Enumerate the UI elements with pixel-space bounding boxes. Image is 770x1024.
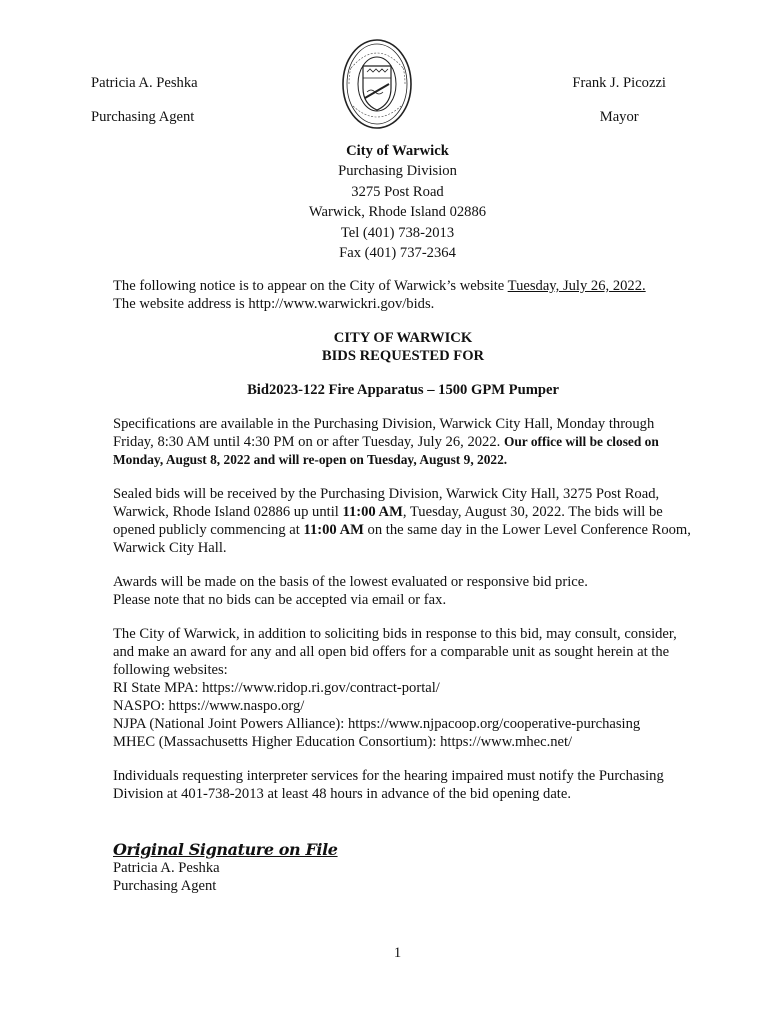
deadline-time: 11:00 AM <box>342 504 403 520</box>
signature-block <box>113 841 693 895</box>
website-line: The website address is http://www.warwickri.gov/bids. <box>113 296 435 312</box>
signer-title: Purchasing Agent <box>113 878 217 894</box>
address-block <box>0 141 770 263</box>
signature-line: Original Signature on File <box>113 840 338 859</box>
consult-paragraph <box>113 625 693 751</box>
telephone: Tel (401) 738-2013 <box>340 224 455 241</box>
publish-date: Tuesday, July 26, 2022. <box>507 278 646 294</box>
intro-text: The following notice is to appear on the City of Warwick’s website <box>113 278 508 294</box>
purchasing-agent-name: Patricia A. Peshka <box>91 75 198 91</box>
notice-body <box>113 277 693 895</box>
division-name: Purchasing Division <box>338 163 457 180</box>
site-item: NJPA (National Joint Powers Alliance): https://www.njpacoop.org/cooperative-purchasing <box>113 716 641 732</box>
city-seal-logo <box>341 38 413 130</box>
heading-bids: BIDS REQUESTED FOR <box>321 348 485 364</box>
header-right <box>572 74 666 142</box>
awards-paragraph <box>113 573 693 609</box>
spec-text: Specifications are available in the Purchasing Division, Warwick City Hall, Monday through Friday, 8:30 AM until 4:30 PM on or after Tuesday, July 26, 2022. <box>113 416 655 450</box>
org-name: City of Warwick <box>346 143 449 159</box>
mayor-title: Mayor <box>599 109 639 125</box>
consult-text: The City of Warwick, in addition to soliciting bids in response to this bid, may consult, consider, and make an award for any and all open bid offers for a comparable unit as sought herein at the following websites: <box>113 626 677 678</box>
bid-title: Bid2023-122 Fire Apparatus – 1500 GPM Pumper <box>247 382 559 398</box>
heading-city: CITY OF WARWICK <box>333 330 473 346</box>
fax: Fax (401) 737-2364 <box>339 245 456 262</box>
specifications-paragraph <box>113 415 693 469</box>
opening-time: 11:00 AM <box>303 522 364 538</box>
site-item: MHEC (Massachusetts Higher Education Consortium): https://www.mhec.net/ <box>113 734 573 750</box>
intro-paragraph <box>113 277 693 313</box>
page-number: 1 <box>393 945 402 961</box>
sealed-bids-paragraph <box>113 485 693 557</box>
sealed-text-3: on the same day in the Lower Level Conference Room, Warwick City Hall. <box>113 522 691 556</box>
awards-line-2: Please note that no bids can be accepted via email or fax. <box>113 592 447 608</box>
purchasing-agent-title: Purchasing Agent <box>91 109 195 125</box>
interpreter-paragraph: Individuals requesting interpreter services for the hearing impaired must notify the Purchasing Division at 401-738-2013 at least 48 hours in advance of the bid opening date. <box>113 768 664 802</box>
mayor-name: Frank J. Picozzi <box>572 75 666 91</box>
awards-line-1: Awards will be made on the basis of the lowest evaluated or responsive bid price. <box>113 574 588 590</box>
street-address: 3275 Post Road <box>351 183 444 200</box>
city-state-zip: Warwick, Rhode Island 02886 <box>308 204 487 221</box>
header-left <box>91 74 198 142</box>
site-item: RI State MPA: https://www.ridop.ri.gov/contract-portal/ <box>113 680 440 696</box>
sealed-text-2: , Tuesday, August 30, 2022. The bids will be opened publicly commencing at <box>113 504 663 538</box>
sealed-text-1: Sealed bids will be received by the Purchasing Division, Warwick City Hall, 3275 Post Road, Warwick, Rhode Island 02886 up until <box>113 486 660 520</box>
office-closure-note: Our office will be closed on Monday, August 8, 2022 and will re-open on Tuesday, August 9, 2022. <box>113 434 659 467</box>
site-item: NASPO: https://www.naspo.org/ <box>113 698 305 714</box>
signer-name: Patricia A. Peshka <box>113 860 220 876</box>
notice-heading <box>113 329 693 365</box>
